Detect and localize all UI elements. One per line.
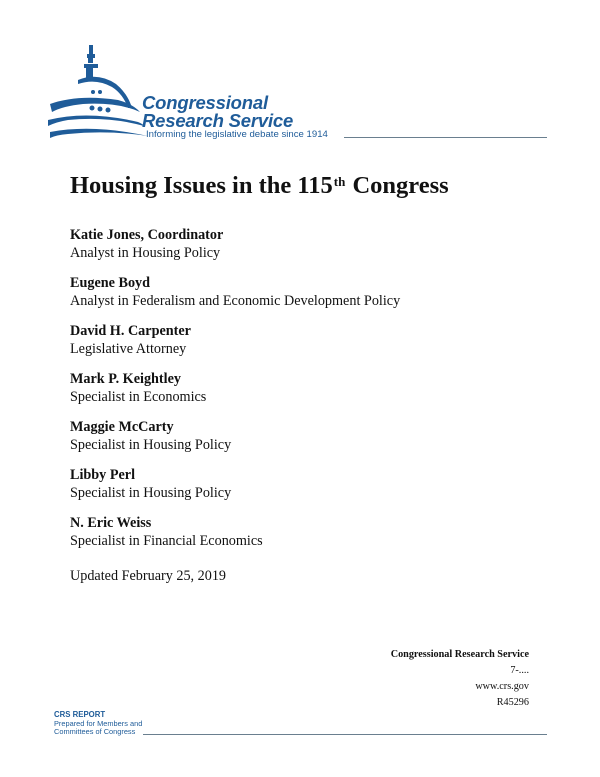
author-role: Analyst in Federalism and Economic Development Policy — [70, 293, 401, 309]
report-number: R45296 — [496, 697, 529, 708]
footer-line-2: Committees of Congress — [54, 727, 136, 736]
brand-line-1: Congressional — [142, 92, 268, 113]
author-name: N. Eric Weiss — [70, 515, 152, 531]
author-entry — [70, 418, 400, 454]
author-name: Maggie McCarty — [70, 419, 174, 435]
author-name: Katie Jones, Coordinator — [70, 227, 224, 243]
author-name: David H. Carpenter — [70, 323, 191, 339]
author-role: Specialist in Financial Economics — [70, 533, 263, 549]
author-entry — [70, 274, 400, 310]
title-suffix: Congress — [346, 172, 449, 199]
publisher-url[interactable]: www.crs.gov — [475, 681, 529, 692]
author-entry — [70, 370, 400, 406]
footer-report-label — [54, 711, 142, 737]
brand-line-2: Research Service — [142, 110, 294, 131]
author-role: Analyst in Housing Policy — [70, 245, 221, 261]
author-name: Eugene Boyd — [70, 275, 151, 291]
title-prefix: Housing Issues in the 115 — [70, 172, 333, 199]
author-role: Specialist in Housing Policy — [70, 437, 232, 453]
publisher-block — [391, 647, 529, 711]
author-role: Legislative Attorney — [70, 341, 187, 357]
author-name: Libby Perl — [70, 467, 136, 483]
author-entry — [70, 466, 400, 502]
author-entry — [70, 226, 400, 262]
publisher-code: 7-.... — [510, 665, 529, 676]
brand-logotype — [142, 94, 293, 130]
tagline: Informing the legislative debate since 1914 — [146, 129, 328, 140]
author-name: Mark P. Keightley — [70, 371, 181, 387]
author-role: Specialist in Housing Policy — [70, 485, 232, 501]
author-entry — [70, 322, 400, 358]
title-superscript: th — [333, 173, 346, 189]
footer-crs-report: CRS REPORT — [54, 710, 106, 719]
page-title — [70, 172, 449, 200]
author-list — [70, 226, 400, 562]
footer-divider — [143, 734, 547, 735]
publisher-name: Congressional Research Service — [390, 649, 529, 660]
updated-date: Updated February 25, 2019 — [70, 568, 227, 584]
author-role: Specialist in Economics — [70, 389, 207, 405]
header-divider — [344, 137, 547, 138]
author-entry — [70, 514, 400, 550]
footer-line-1: Prepared for Members and — [54, 718, 143, 728]
